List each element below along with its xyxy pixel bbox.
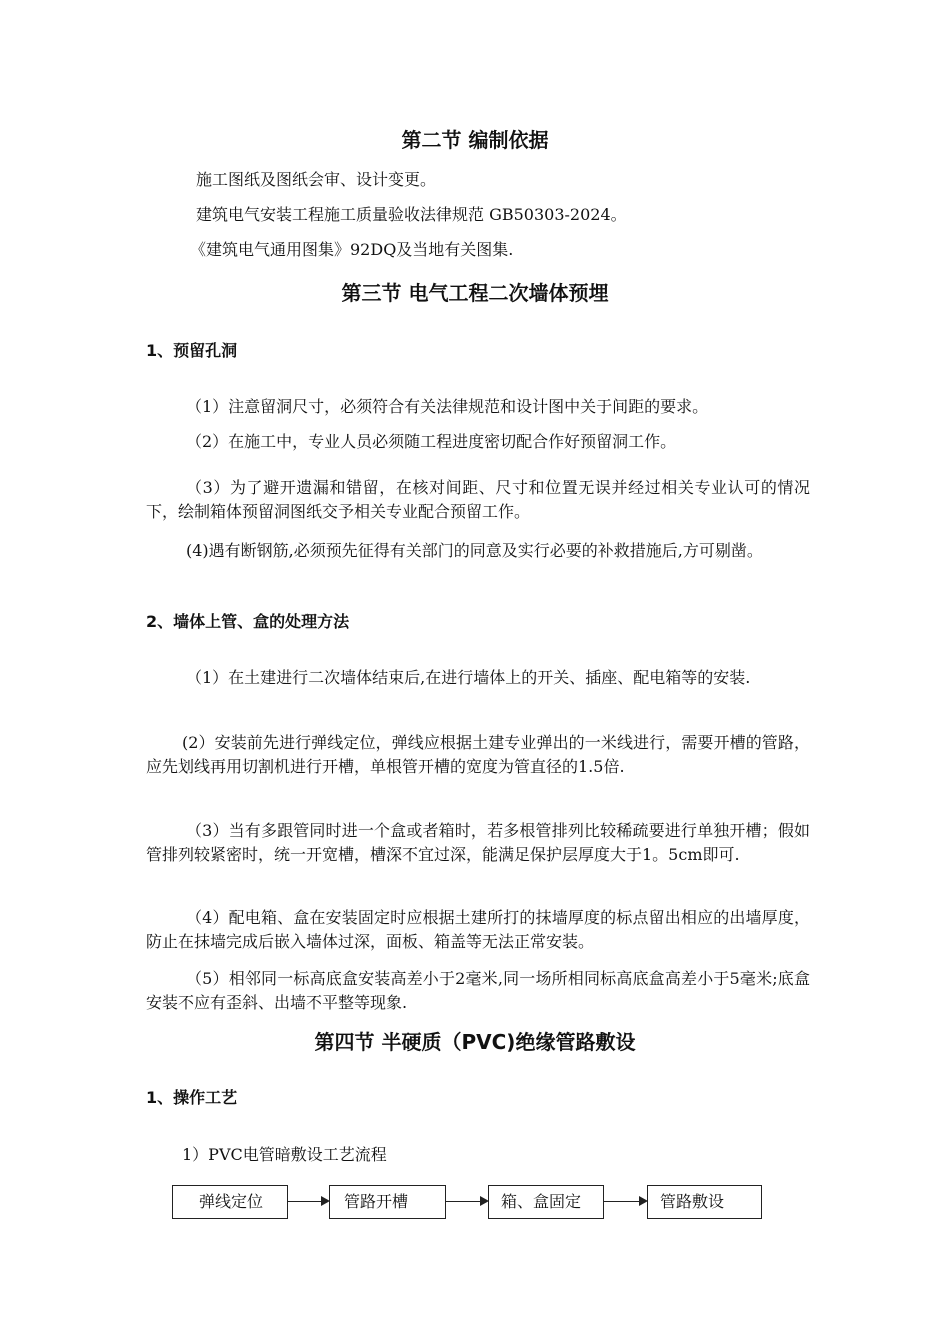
paragraph: （4）配电箱、盒在安装固定时应根据土建所打的抹墙厚度的标点留出相应的出墙厚度，防止在抹墙完成后嵌入墙体过深，面板、箱盖等无法正常安装。 bbox=[146, 908, 810, 951]
flow-step-2: 管路开槽 bbox=[329, 1185, 446, 1219]
subsection-operation-process: 1、操作工艺 bbox=[146, 1088, 238, 1107]
flow-arrow bbox=[288, 1201, 328, 1202]
basis-line-3: 《建筑电气通用图集》92DQ及当地有关图集. bbox=[190, 240, 514, 259]
flow-arrow bbox=[446, 1201, 487, 1202]
paragraph: （2）在施工中，专业人员必须随工程进度密切配合作好预留洞工作。 bbox=[186, 432, 677, 451]
paragraph: （5）相邻同一标高底盒安装高差小于2毫米,同一场所相同标高底盒高差小于5毫米;底盒安装不应有歪斜、出墙不平整等现象. bbox=[146, 969, 810, 1012]
paragraph: (2）安装前先进行弹线定位，弹线应根据土建专业弹出的一米线进行，需要开槽的管路，应先划线再用切割机进行开槽，单根管开槽的宽度为管直径的1.5倍. bbox=[146, 733, 810, 776]
paragraph: （3）为了避开遗漏和错留，在核对间距、尺寸和位置无误并经过相关专业认可的情况下，绘制箱体预留洞图纸交予相关专业配合预留工作。 bbox=[146, 478, 810, 521]
paragraph: (4)遇有断钢筋,必须预先征得有关部门的同意及实行必要的补救措施后,方可剔凿。 bbox=[186, 541, 763, 560]
section-4-title: 第四节 半硬质（PVC)绝缘管路敷设 bbox=[314, 1030, 636, 1054]
flow-title: 1）PVC电管暗敷设工艺流程 bbox=[182, 1145, 387, 1164]
paragraph: （1）注意留洞尺寸，必须符合有关法律规范和设计图中关于间距的要求。 bbox=[186, 397, 709, 416]
section-2-title: 第二节 编制依据 bbox=[401, 128, 549, 152]
subsection-wall-pipes: 2、墙体上管、盒的处理方法 bbox=[146, 612, 350, 631]
flow-step-3: 箱、盒固定 bbox=[488, 1185, 604, 1219]
basis-line-1: 施工图纸及图纸会审、设计变更。 bbox=[196, 170, 437, 189]
subsection-reserved-holes: 1、预留孔洞 bbox=[146, 341, 238, 360]
section-3-title: 第三节 电气工程二次墙体预埋 bbox=[341, 281, 609, 305]
paragraph: （1）在土建进行二次墙体结束后,在进行墙体上的开关、插座、配电箱等的安装. bbox=[186, 668, 751, 687]
paragraph: （3）当有多跟管同时进一个盒或者箱时，若多根管排列比较稀疏要进行单独开槽；假如管排列较紧密时，统一开宽槽，槽深不宜过深，能满足保护层厚度大于1。5cm即可. bbox=[146, 821, 810, 864]
flow-arrow bbox=[604, 1201, 646, 1202]
flow-step-4: 管路敷设 bbox=[647, 1185, 762, 1219]
flow-step-1: 弹线定位 bbox=[172, 1185, 288, 1219]
basis-line-2: 建筑电气安装工程施工质量验收法律规范 GB50303-2024。 bbox=[196, 205, 627, 224]
